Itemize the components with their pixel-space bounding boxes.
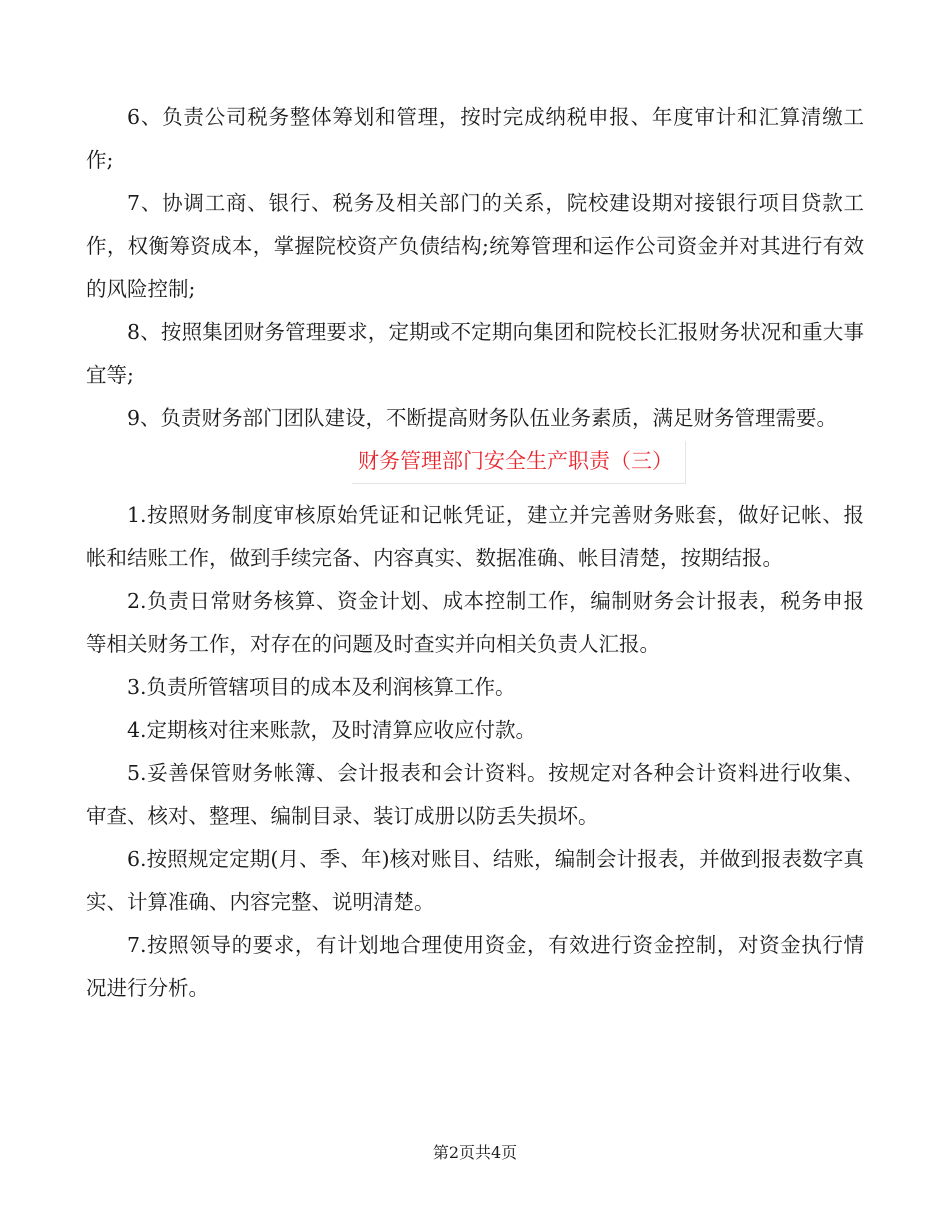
duty-item-7: 7.按照领导的要求，有计划地合理使用资金，有效进行资金控制，对资金执行情况进行分析。 (86, 933, 864, 1000)
duty-item-1: 1.按照财务制度审核原始凭证和记帐凭证，建立并完善财务账套，做好记帐、报帐和结账工作，做到手续完备、内容真实、数据准确、帐目清楚，按期结报。 (86, 503, 864, 570)
duty-item-3: 3.负责所管辖项目的成本及利润核算工作。 (127, 675, 516, 699)
duty-item-4: 4.定期核对往来账款，及时清算应收应付款。 (127, 718, 537, 742)
section-title: 财务管理部门安全生产职责（三） (352, 441, 686, 484)
duty-item-5: 5.妥善保管财务帐簿、会计报表和会计资料。按规定对各种会计资料进行收集、审查、核对、整理、编制目录、装订成册以防丢失损坏。 (86, 761, 864, 828)
document-body (86, 96, 864, 1010)
section-title-container (86, 441, 864, 484)
page-number-footer: 第2页共4页 (432, 1143, 518, 1162)
paragraph-7-coordination: 7、协调工商、银行、税务及相关部门的关系，院校建设期对接银行项目贷款工作，权衡筹资成本，掌握院校资产负债结构;统筹管理和运作公司资金并对其进行有效的风险控制; (86, 191, 864, 301)
paragraph-6-tax: 6、负责公司税务整体筹划和管理，按时完成纳税申报、年度审计和汇算清缴工作; (86, 105, 864, 172)
paragraph-9-team: 9、负责财务部门团队建设，不断提高财务队伍业务素质，满足财务管理需要。 (127, 406, 838, 430)
duty-item-2: 2.负责日常财务核算、资金计划、成本控制工作，编制财务会计报表，税务申报等相关财务工作，对存在的问题及时查实并向相关负责人汇报。 (86, 589, 864, 656)
paragraph-8-reporting: 8、按照集团财务管理要求，定期或不定期向集团和院校长汇报财务状况和重大事宜等; (86, 320, 864, 387)
duty-item-6: 6.按照规定定期(月、季、年)核对账目、结账，编制会计报表，并做到报表数字真实、计算准确、内容完整、说明清楚。 (86, 847, 864, 914)
